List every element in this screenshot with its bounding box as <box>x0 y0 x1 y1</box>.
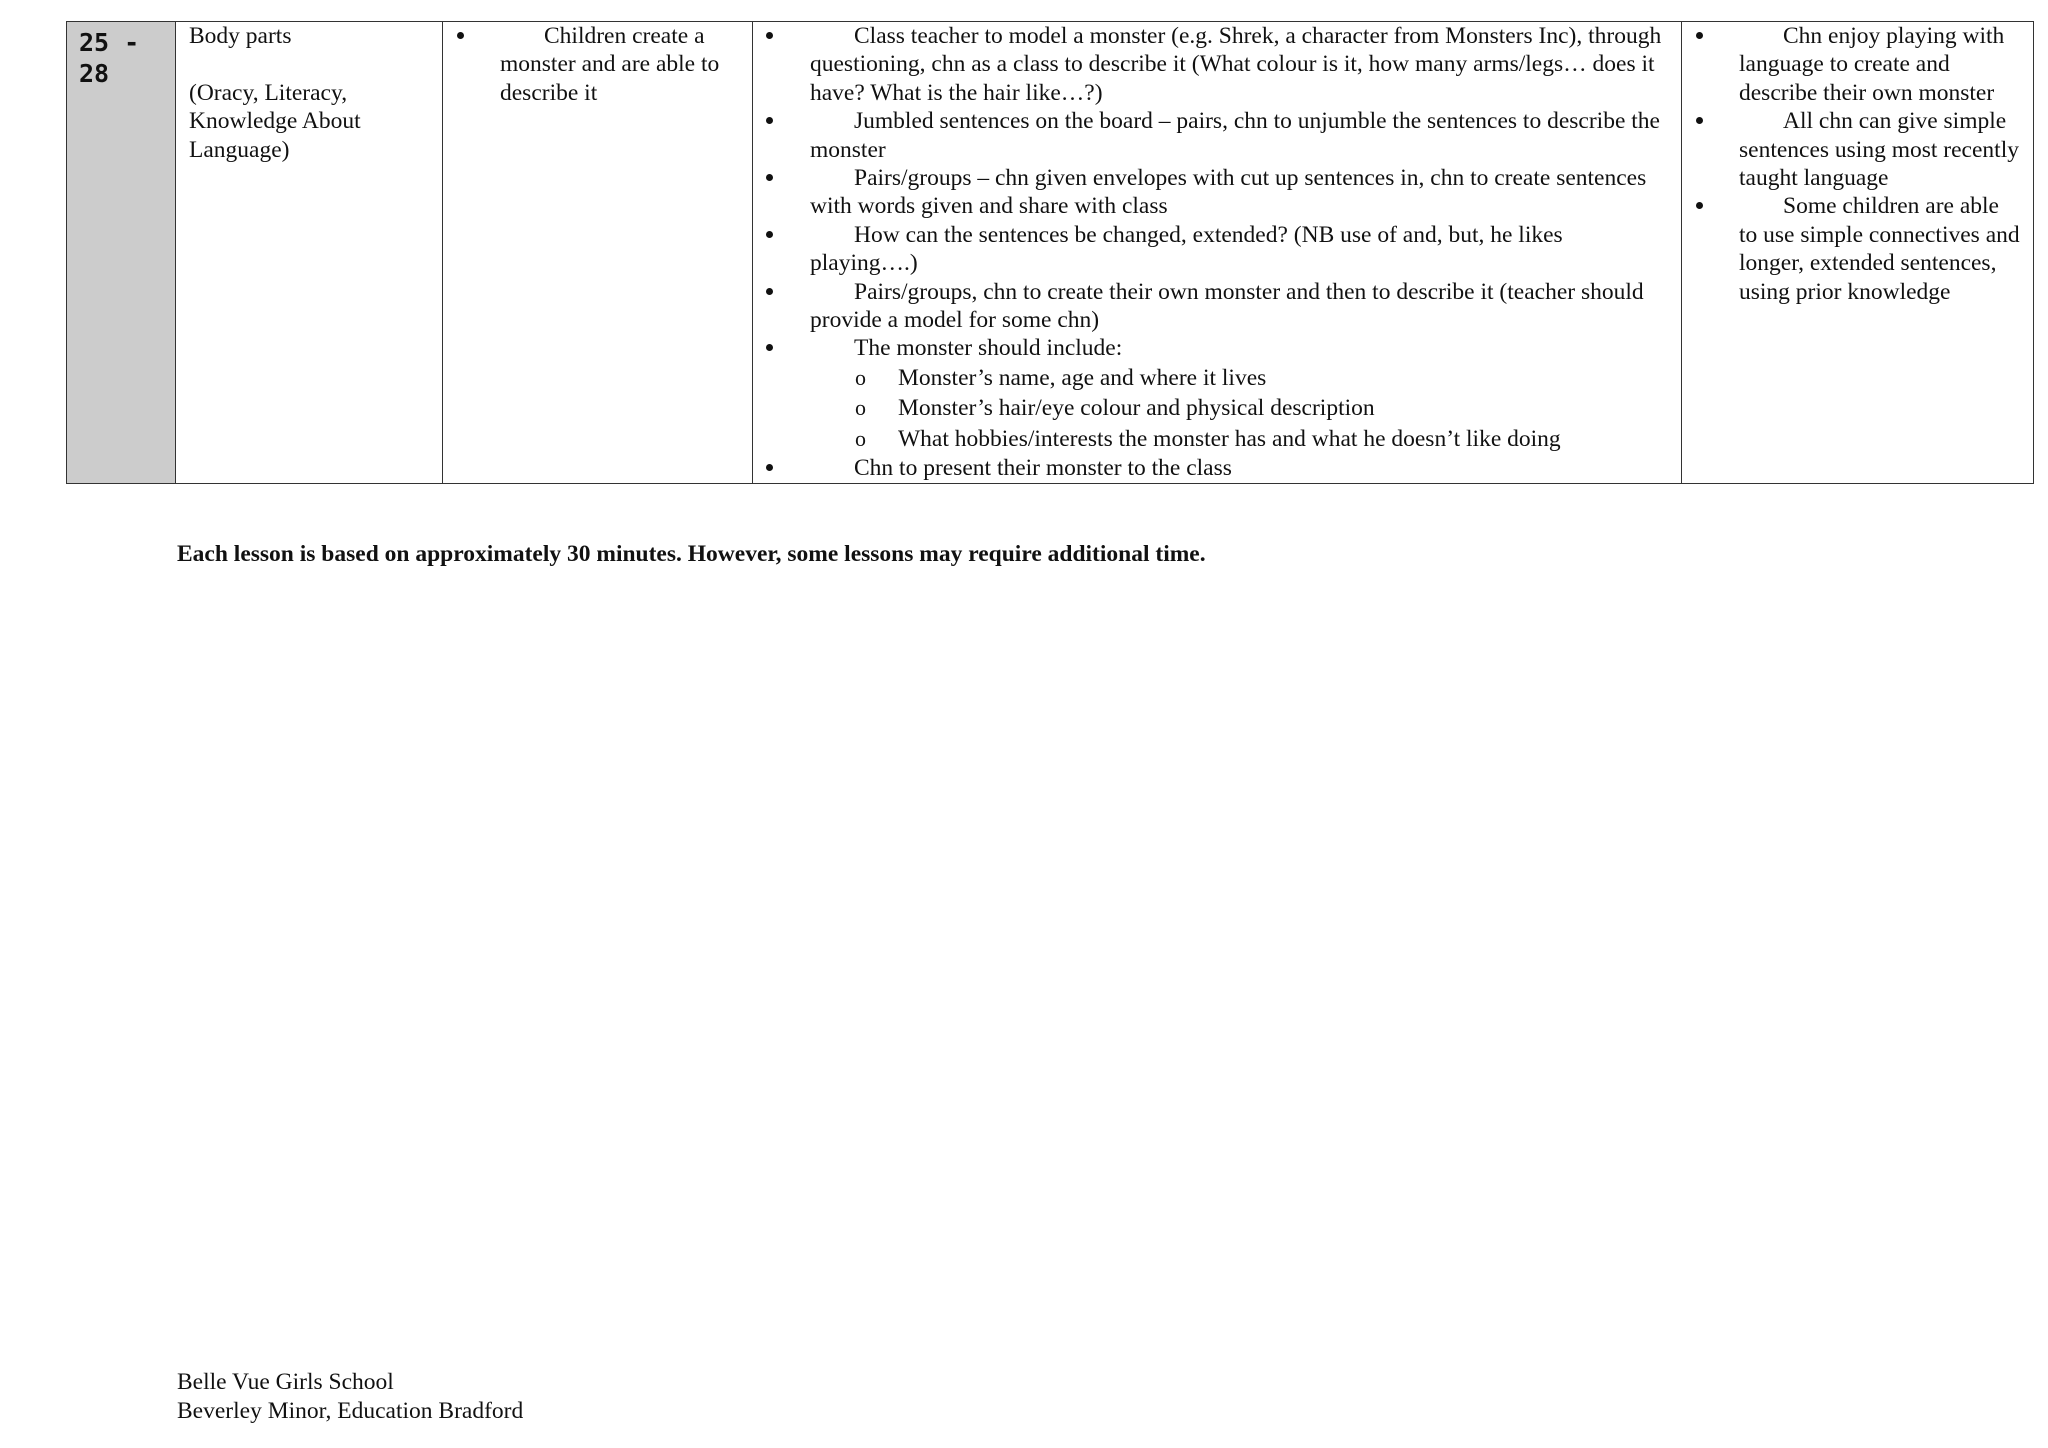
outcomes-list <box>1682 22 2033 306</box>
list-item: Children create a monster and are able to describe it <box>500 22 740 107</box>
list-item: Pairs/groups, chn to create their own monster and then to describe it (teacher should provide a model for some chn) <box>810 278 1671 335</box>
objectives-cell <box>443 22 753 484</box>
page-footer <box>177 1368 523 1426</box>
bullet-icon <box>766 344 773 351</box>
footer-author: Beverley Minor, Education Bradford <box>177 1398 524 1424</box>
topic-strands: (Oracy, Literacy, Knowledge About Language) <box>189 79 361 163</box>
list-item: Pairs/groups – chn given envelopes with cut up sentences in, chn to create sentences with words given and share with class <box>810 164 1671 221</box>
footer-school-name: Belle Vue Girls School <box>177 1369 394 1395</box>
bullet-icon <box>1696 202 1703 209</box>
monster-includes-list <box>810 363 1671 455</box>
outcomes-cell <box>1682 22 2034 484</box>
bullet-icon <box>766 464 773 471</box>
lesson-plan-table <box>66 21 2034 484</box>
topic-title: Body parts <box>189 23 292 49</box>
activities-cell <box>753 22 1682 484</box>
table-row <box>67 22 2034 484</box>
list-item: The monster should include: o Monster’s name, age and where it lives o Monster’s hair/eye colour and physical description o What hobbies/interests the monster has and what he doesn’t like doing <box>810 334 1671 454</box>
list-item: Chn enjoy playing with language to create and describe their own monster <box>1739 22 2023 107</box>
bullet-icon <box>766 32 773 39</box>
list-item: Jumbled sentences on the board – pairs, chn to unjumble the sentences to describe the monster <box>810 107 1671 164</box>
activities-list <box>753 22 1681 483</box>
list-item: Chn to present their monster to the class <box>810 454 1671 482</box>
sub-list-item: o Monster’s hair/eye colour and physical description <box>810 393 1671 424</box>
bullet-icon <box>1696 32 1703 39</box>
sub-list-item: o Monster’s name, age and where it lives <box>810 363 1671 394</box>
bullet-icon <box>1696 117 1703 124</box>
sub-list-item: o What hobbies/interests the monster has and what he doesn’t like doing <box>810 424 1671 455</box>
circle-bullet-icon: o <box>855 364 866 390</box>
bullet-icon <box>766 231 773 238</box>
circle-bullet-icon: o <box>855 395 866 421</box>
bullet-icon <box>766 174 773 181</box>
lesson-number: 25 - 28 <box>79 28 140 88</box>
circle-bullet-icon: o <box>855 425 866 451</box>
list-item: How can the sentences be changed, extended? (NB use of and, but, he likes playing….) <box>810 221 1671 278</box>
list-item: All chn can give simple sentences using most recently taught language <box>1739 107 2023 192</box>
lesson-number-cell <box>67 22 176 484</box>
list-item: Some children are able to use simple connectives and longer, extended sentences, using prior knowledge <box>1739 192 2023 306</box>
bullet-icon <box>766 288 773 295</box>
bullet-icon <box>766 117 773 124</box>
bullet-icon <box>457 32 464 39</box>
objectives-list <box>443 22 752 107</box>
topic-cell <box>176 22 443 484</box>
lesson-duration-note: Each lesson is based on approximately 30 minutes. However, some lessons may require additional time. <box>177 541 1206 567</box>
list-item: Class teacher to model a monster (e.g. Shrek, a character from Monsters Inc), through questioning, chn as a class to describe it (What colour is it, how many arms/legs… does it have? What is the hair like…?) <box>810 22 1671 107</box>
